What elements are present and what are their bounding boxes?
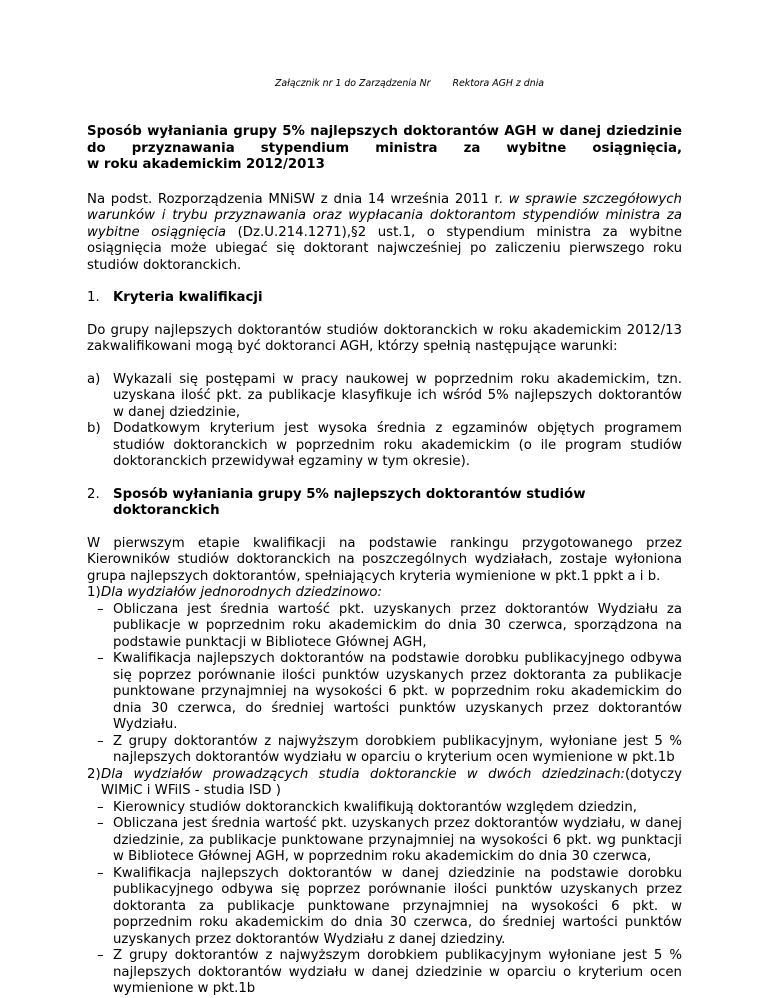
step-2-heading	[87, 767, 682, 800]
list-item-text: Kierownicy studiów doktoranckich kwalifikują doktorantów względem dziedzin,	[113, 799, 638, 815]
dash-marker: –	[97, 948, 104, 963]
step-1-marker: 1)	[87, 585, 101, 600]
dash-marker: –	[97, 651, 104, 666]
header-note	[275, 78, 682, 90]
dash-marker: –	[97, 733, 104, 749]
list-item-text: Obliczana jest średnia wartość pkt. uzyskanych przez doktorantów Wydziału za publikacje w poprzednim roku akademickim do dnia 30 czerwca, sporządzona na podstawie punktacji w Bibliotece Głównej AGH,	[113, 601, 682, 650]
intro-paragraph	[87, 192, 682, 275]
step-1-list	[87, 602, 682, 767]
dash-marker: –	[97, 816, 104, 831]
list-item	[97, 800, 682, 817]
list-marker: a)	[87, 371, 101, 387]
list-item-text: Z grupy doktorantów z najwyższym dorobkiem publikacyjnym wyłoniane jest 5 % najlepszych doktorantów wydziału w danej dziedzinie w oparciu o kryterium ocen wymienione w pkt.1b	[113, 948, 682, 996]
rector-label: Rektora AGH z dnia	[452, 78, 545, 89]
criteria-list	[87, 372, 682, 471]
list-item-text: Dodatkowym kryterium jest wysoka średnia z egzaminów objętych programem studiów doktoranckich w poprzednim roku akademickim (o ile program studiów doktoranckich przewidywał egzaminy w tym okresie).	[113, 421, 682, 469]
section-1-intro: Do grupy najlepszych doktorantów studiów doktoranckich w roku akademickim 2012/13 zakwalifikowani mogą być doktoranci AGH, którzy spełnią następujące warunki:	[87, 322, 682, 354]
list-item	[97, 651, 682, 734]
step-1-title: Dla wydziałów jednorodnych dziedzinowo:	[101, 585, 383, 600]
list-marker: b)	[87, 421, 101, 436]
list-item	[97, 734, 682, 767]
section-1-title: Kryteria kwalifikacji	[113, 290, 263, 305]
step-2-marker: 2)	[87, 766, 101, 782]
title-line-2: do przyznawania stypendium ministra za wybitne osiągnięcia,	[87, 140, 682, 156]
title-line-3: w roku akademickim 2012/2013	[87, 157, 325, 172]
list-item	[97, 816, 682, 866]
intro-part-3: (Dz.U.214.1271),§2 ust.1, o stypendium ministra za wybitne osiągnięcia może ubiegać się doktorant najwcześniej po zaliczeniu pierwszego roku studiów doktoranckich.	[87, 224, 682, 273]
section-1-heading	[87, 290, 682, 307]
list-item-text: Z grupy doktorantów z najwyższym dorobkiem publikacyjnym, wyłoniane jest 5 % najlepszych doktorantów wydziału w oparciu o kryterium ocen wymienione w pkt.1b	[113, 733, 682, 765]
list-item	[87, 421, 682, 471]
intro-part-1: Na podst. Rozporządzenia MNiSW z dnia 14 września 2011 r.	[87, 191, 509, 207]
list-item	[97, 948, 682, 998]
list-item-text: Kwalifikacja najlepszych doktorantów na podstawie dorobku publikacyjnego odbywa się poprzez porównanie ilości punktów uzyskanych przez doktoranta za publikacje punktowane przynajmniej na wysokości 6 pkt. w poprzednim roku akademickim do dnia 30 czerwca, do średniej wartości punktów uzyskanych przez doktorantów Wydziału.	[113, 651, 682, 732]
list-item	[97, 866, 682, 949]
title-line-1: Sposób wyłaniania grupy 5% najlepszych doktorantów AGH w danej dziedzinie	[87, 124, 682, 139]
intro-regulation-title: w sprawie szczegółowych warunków i trybu przyznawania oraz wypłacania doktorantom stypendiów ministra za wybitne osiągnięcia	[87, 191, 682, 240]
annex-label: Załącznik nr 1 do Zarządzenia Nr	[275, 78, 431, 89]
step-2-list	[87, 800, 682, 998]
step-2-note: (dotyczy WIMiC i WFiIS - studia ISD )	[101, 766, 682, 798]
list-item-text: Obliczana jest średnia wartość pkt. uzyskanych przez doktorantów wydziału, w danej dziedzinie, za publikacje punktowane przynajmniej na wysokości 6 pkt. wg punktacji w Bibliotece Głównej AGH, w poprzednim roku akademickim do dnia 30 czerwca,	[113, 816, 682, 864]
list-item	[97, 602, 682, 652]
dash-marker: –	[97, 865, 104, 881]
list-item-text: Wykazali się postępami w pracy naukowej w poprzednim roku akademickim, tzn. uzyskana ilość pkt. za publikacje klasyfikuje ich wśród 5% najlepszych doktorantów w danej dziedzinie,	[113, 371, 682, 420]
section-2-title: Sposób wyłaniania grupy 5% najlepszych doktorantów studiów doktoranckich	[113, 486, 586, 518]
step-2-title: Dla wydziałów prowadzących studia doktoranckie w dwóch dziedzinach:	[101, 766, 625, 782]
list-item-text: Kwalifikacja najlepszych doktorantów w danej dziedzinie na podstawie dorobku publikacyjnego odbywa się poprzez porównanie ilości punktów uzyskanych przez doktoranta za publikacje punktowane przynajmniej na wysokości 6 pkt. w poprzednim roku akademickim do dnia 30 czerwca, do średniej wartości punktów uzyskanych przez doktorantów Wydziału z danej dziedziny.	[113, 865, 682, 947]
section-2-heading	[87, 487, 682, 520]
dash-marker: –	[97, 799, 104, 815]
section-1-number: 1.	[87, 290, 100, 305]
document-title	[87, 124, 682, 174]
section-2-number: 2.	[87, 486, 100, 502]
step-1-heading	[87, 585, 682, 602]
section-2-intro: W pierwszym etapie kwalifikacji na podstawie rankingu przygotowanego przez Kierowników studiów doktoranckich na poszczególnych wydziałach, zostaje wyłoniona grupa najlepszych doktorantów, spełniających kryteria wymienione w pkt.1 ppkt a i b.	[87, 535, 682, 584]
list-item	[87, 372, 682, 422]
dash-marker: –	[97, 601, 104, 617]
